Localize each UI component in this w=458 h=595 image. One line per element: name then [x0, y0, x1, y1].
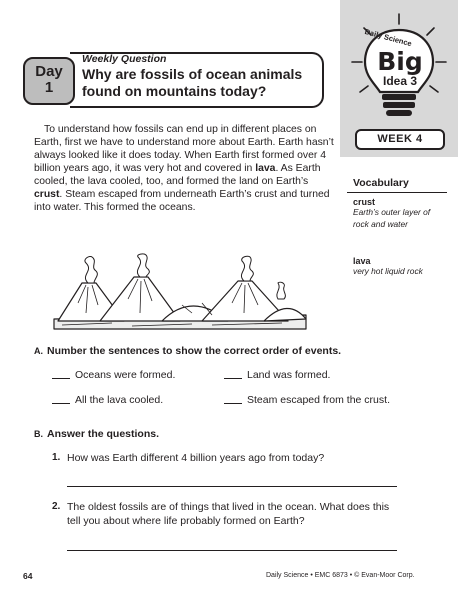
- order-item: [52, 369, 175, 381]
- passage-text: To understand how fossils can end up in different places on Earth, first we have to understand more about Earth. Earth hasn’t always looked like it does today. When Earth first formed over 4 billion years ago, it was very hot and covered in: [34, 124, 334, 174]
- question-number: 1.: [52, 452, 61, 463]
- section-instruction: Answer the questions.: [47, 428, 160, 440]
- order-item-text: Oceans were formed.: [75, 369, 176, 381]
- number-blank[interactable]: [52, 378, 70, 379]
- answer-line[interactable]: [67, 486, 397, 487]
- question-text: How was Earth different 4 billion years ago from today?: [67, 452, 325, 464]
- number-blank[interactable]: [224, 378, 242, 379]
- vocab-definition: Earth’s outer layer of rock and water: [353, 207, 431, 229]
- number-blank[interactable]: [224, 403, 242, 404]
- vocabulary-divider: [347, 192, 447, 193]
- order-item-text: Steam escaped from the crust.: [247, 394, 390, 406]
- vocab-term: lava: [353, 256, 371, 266]
- question-text: The oldest fossils are of things that lived in the ocean. What does this tell you about where life probably formed on Earth?: [67, 501, 390, 527]
- passage-text: . As Earth cooled, the lava cooled, too, and formed the land on Earth’s: [34, 163, 321, 187]
- weekly-question-label: Weekly Question: [82, 53, 167, 65]
- order-item: [52, 394, 163, 406]
- vocab-entry: [353, 197, 443, 230]
- reading-passage: [34, 123, 334, 214]
- footer-credit: Daily Science • EMC 6873 • © Evan-Moor Corp.: [266, 572, 415, 579]
- section-letter: A.: [34, 346, 43, 356]
- big-label: Big: [377, 47, 423, 76]
- order-item-text: All the lava cooled.: [75, 394, 164, 406]
- order-item: [224, 394, 390, 406]
- vocab-entry: [353, 256, 443, 278]
- question-number: 2.: [52, 501, 61, 512]
- day-badge: [23, 57, 75, 105]
- series-label: Daily Science: [363, 27, 413, 49]
- order-item: [224, 369, 330, 381]
- volcano-illustration: [52, 253, 308, 331]
- section-instruction: Number the sentences to show the correct order of events.: [47, 345, 342, 357]
- vocab-term: crust: [353, 197, 376, 207]
- section-a-heading: [34, 345, 341, 357]
- day-label: Day: [35, 63, 63, 80]
- idea-label: Idea 3: [382, 74, 418, 88]
- passage-text: . Steam escaped from underneath Earth’s crust and turned into water. This formed the oceans.: [34, 189, 330, 213]
- order-item-text: Land was formed.: [247, 369, 331, 381]
- page-number: 64: [23, 571, 33, 581]
- day-number: 1: [44, 79, 54, 96]
- number-blank[interactable]: [52, 403, 70, 404]
- week-badge: WEEK 4: [355, 129, 445, 150]
- vocab-word-lava: lava: [255, 163, 276, 174]
- vocabulary-title: Vocabulary: [353, 177, 409, 189]
- section-b-heading: [34, 428, 159, 440]
- vocab-word-crust: crust: [34, 189, 60, 200]
- section-letter: B.: [34, 429, 43, 439]
- answer-line[interactable]: [67, 550, 397, 551]
- question-title: Why are fossils of ocean animals found on mountains today?: [82, 66, 303, 99]
- vocab-definition: very hot liquid rock: [353, 266, 423, 276]
